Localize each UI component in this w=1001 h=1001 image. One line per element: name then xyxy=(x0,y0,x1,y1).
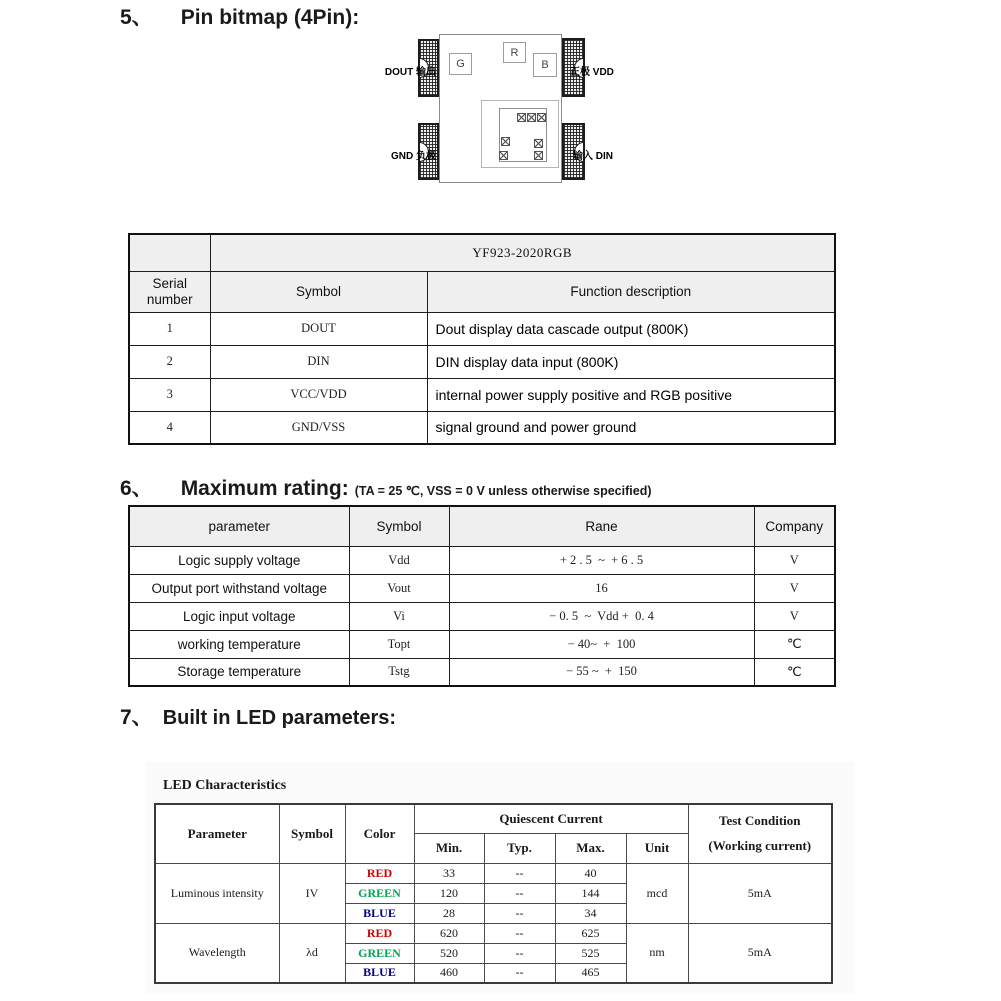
part-number: YF923-2020RGB xyxy=(210,234,835,271)
value-typ: -- xyxy=(484,923,555,943)
red-die: R xyxy=(503,42,526,63)
table-row xyxy=(129,378,835,411)
col-header-test-condition xyxy=(688,804,832,863)
led-unit: nm xyxy=(626,923,688,983)
rating-unit: V xyxy=(754,574,835,602)
col-header-max: Max. xyxy=(555,833,626,863)
value-min: 28 xyxy=(414,903,484,923)
value-min: 120 xyxy=(414,883,484,903)
blue-die: B xyxy=(533,53,557,77)
pin-label-gnd: GND 负极 xyxy=(391,151,436,162)
col-header-unit: Unit xyxy=(626,833,688,863)
rating-unit: ℃ xyxy=(754,658,835,686)
section-6-title: Maximum rating: xyxy=(180,477,349,500)
rating-parameter: Storage temperature xyxy=(129,658,349,686)
led-characteristics-table xyxy=(154,803,833,984)
rating-symbol: Vdd xyxy=(349,546,449,574)
rating-symbol: Topt xyxy=(349,630,449,658)
led-unit: mcd xyxy=(626,863,688,923)
color-name: BLUE xyxy=(345,963,414,983)
bond-pad xyxy=(534,139,543,148)
value-typ: -- xyxy=(484,883,555,903)
col-header-description: Function description xyxy=(427,271,835,312)
pin-symbol: VCC/VDD xyxy=(210,378,427,411)
col-header-color: Color xyxy=(345,804,414,863)
col-header-quiescent-current: Quiescent Current xyxy=(414,804,688,833)
color-name: RED xyxy=(345,863,414,883)
section-5-title: Pin bitmap (4Pin): xyxy=(180,6,360,29)
col-header-parameter: parameter xyxy=(129,506,349,546)
col-header-min: Min. xyxy=(414,833,484,863)
rating-range: − 40~ + 100 xyxy=(449,630,754,658)
bond-pad xyxy=(537,113,546,122)
pin-symbol: GND/VSS xyxy=(210,411,427,444)
led-characteristics-panel xyxy=(145,762,855,994)
col-header-symbol: Symbol xyxy=(279,804,345,863)
bond-pad xyxy=(517,113,526,122)
led-test-condition: 5mA xyxy=(688,923,832,983)
table-row xyxy=(129,312,835,345)
rating-unit: ℃ xyxy=(754,630,835,658)
rating-range: + 2 . 5 ~ + 6 . 5 xyxy=(449,546,754,574)
section-7-number: 7、 xyxy=(120,706,153,729)
test-condition-line1: Test Condition xyxy=(719,813,801,829)
value-max: 525 xyxy=(555,943,626,963)
section-7-heading xyxy=(120,701,396,731)
section-5-heading xyxy=(120,1,359,31)
rating-range: 16 xyxy=(449,574,754,602)
section-6-heading xyxy=(120,472,652,502)
value-max: 625 xyxy=(555,923,626,943)
section-5-number: 5、 xyxy=(120,6,153,29)
pin-label-dout: DOUT 输出 xyxy=(384,67,436,78)
value-min: 520 xyxy=(414,943,484,963)
col-header-range: Rane xyxy=(449,506,754,546)
pin-symbol: DIN xyxy=(210,345,427,378)
serial-number: 1 xyxy=(129,312,210,345)
section-6-number: 6、 xyxy=(120,477,153,500)
serial-number: 3 xyxy=(129,378,210,411)
led-table-caption: LED Characteristics xyxy=(163,778,287,793)
value-typ: -- xyxy=(484,963,555,983)
pin-function-table xyxy=(128,233,836,445)
test-condition-line2: (Working current) xyxy=(708,837,812,853)
pin-description: signal ground and power ground xyxy=(427,411,835,444)
value-typ: -- xyxy=(484,863,555,883)
rating-symbol: Vout xyxy=(349,574,449,602)
pin-symbol: DOUT xyxy=(210,312,427,345)
bond-pad xyxy=(501,137,510,146)
value-typ: -- xyxy=(484,903,555,923)
pin-label-vdd: 正极 VDD xyxy=(570,67,614,78)
pin-label-din: 输入 DIN xyxy=(573,151,613,162)
green-die: G xyxy=(449,53,472,75)
table-row xyxy=(129,658,835,686)
pin-description: DIN display data input (800K) xyxy=(427,345,835,378)
color-name: RED xyxy=(345,923,414,943)
rating-parameter: Output port withstand voltage xyxy=(129,574,349,602)
bond-pad xyxy=(534,151,543,160)
empty-cell xyxy=(129,234,210,271)
table-row xyxy=(129,345,835,378)
color-name: GREEN xyxy=(345,943,414,963)
table-row xyxy=(155,923,832,943)
value-max: 465 xyxy=(555,963,626,983)
value-min: 620 xyxy=(414,923,484,943)
value-min: 460 xyxy=(414,963,484,983)
table-row xyxy=(129,574,835,602)
table-row xyxy=(129,546,835,574)
rating-symbol: Tstg xyxy=(349,658,449,686)
rating-unit: V xyxy=(754,602,835,630)
col-header-symbol: Symbol xyxy=(210,271,427,312)
value-max: 34 xyxy=(555,903,626,923)
section-7-title: Built in LED parameters: xyxy=(162,707,397,729)
section-6-note: (TA = 25 ℃, VSS = 0 V unless otherwise specified) xyxy=(354,484,652,498)
rating-unit: V xyxy=(754,546,835,574)
col-header-typ: Typ. xyxy=(484,833,555,863)
col-header-unit: Company xyxy=(754,506,835,546)
table-row xyxy=(155,863,832,883)
col-header-parameter: Parameter xyxy=(155,804,279,863)
serial-number: 2 xyxy=(129,345,210,378)
value-min: 33 xyxy=(414,863,484,883)
rating-range: − 0. 5 ~ Vdd + 0. 4 xyxy=(449,602,754,630)
pin-bitmap-diagram xyxy=(383,28,619,192)
value-max: 144 xyxy=(555,883,626,903)
rating-parameter: Logic supply voltage xyxy=(129,546,349,574)
rating-symbol: Vi xyxy=(349,602,449,630)
col-header-symbol: Symbol xyxy=(349,506,449,546)
table-row xyxy=(129,602,835,630)
bond-pad xyxy=(499,151,508,160)
serial-number: 4 xyxy=(129,411,210,444)
rating-parameter: working temperature xyxy=(129,630,349,658)
led-symbol: λd xyxy=(279,923,345,983)
table-row xyxy=(129,411,835,444)
color-name: BLUE xyxy=(345,903,414,923)
pin-description: Dout display data cascade output (800K) xyxy=(427,312,835,345)
led-parameter: Wavelength xyxy=(155,923,279,983)
value-max: 40 xyxy=(555,863,626,883)
value-typ: -- xyxy=(484,943,555,963)
led-parameter: Luminous intensity xyxy=(155,863,279,923)
pin-description: internal power supply positive and RGB positive xyxy=(427,378,835,411)
maximum-rating-table xyxy=(128,505,836,687)
table-row xyxy=(129,630,835,658)
rating-range: − 55 ~ + 150 xyxy=(449,658,754,686)
rating-parameter: Logic input voltage xyxy=(129,602,349,630)
color-name: GREEN xyxy=(345,883,414,903)
col-header-serial: Serial number xyxy=(129,271,210,312)
bond-pad xyxy=(527,113,536,122)
led-test-condition: 5mA xyxy=(688,863,832,923)
led-symbol: IV xyxy=(279,863,345,923)
